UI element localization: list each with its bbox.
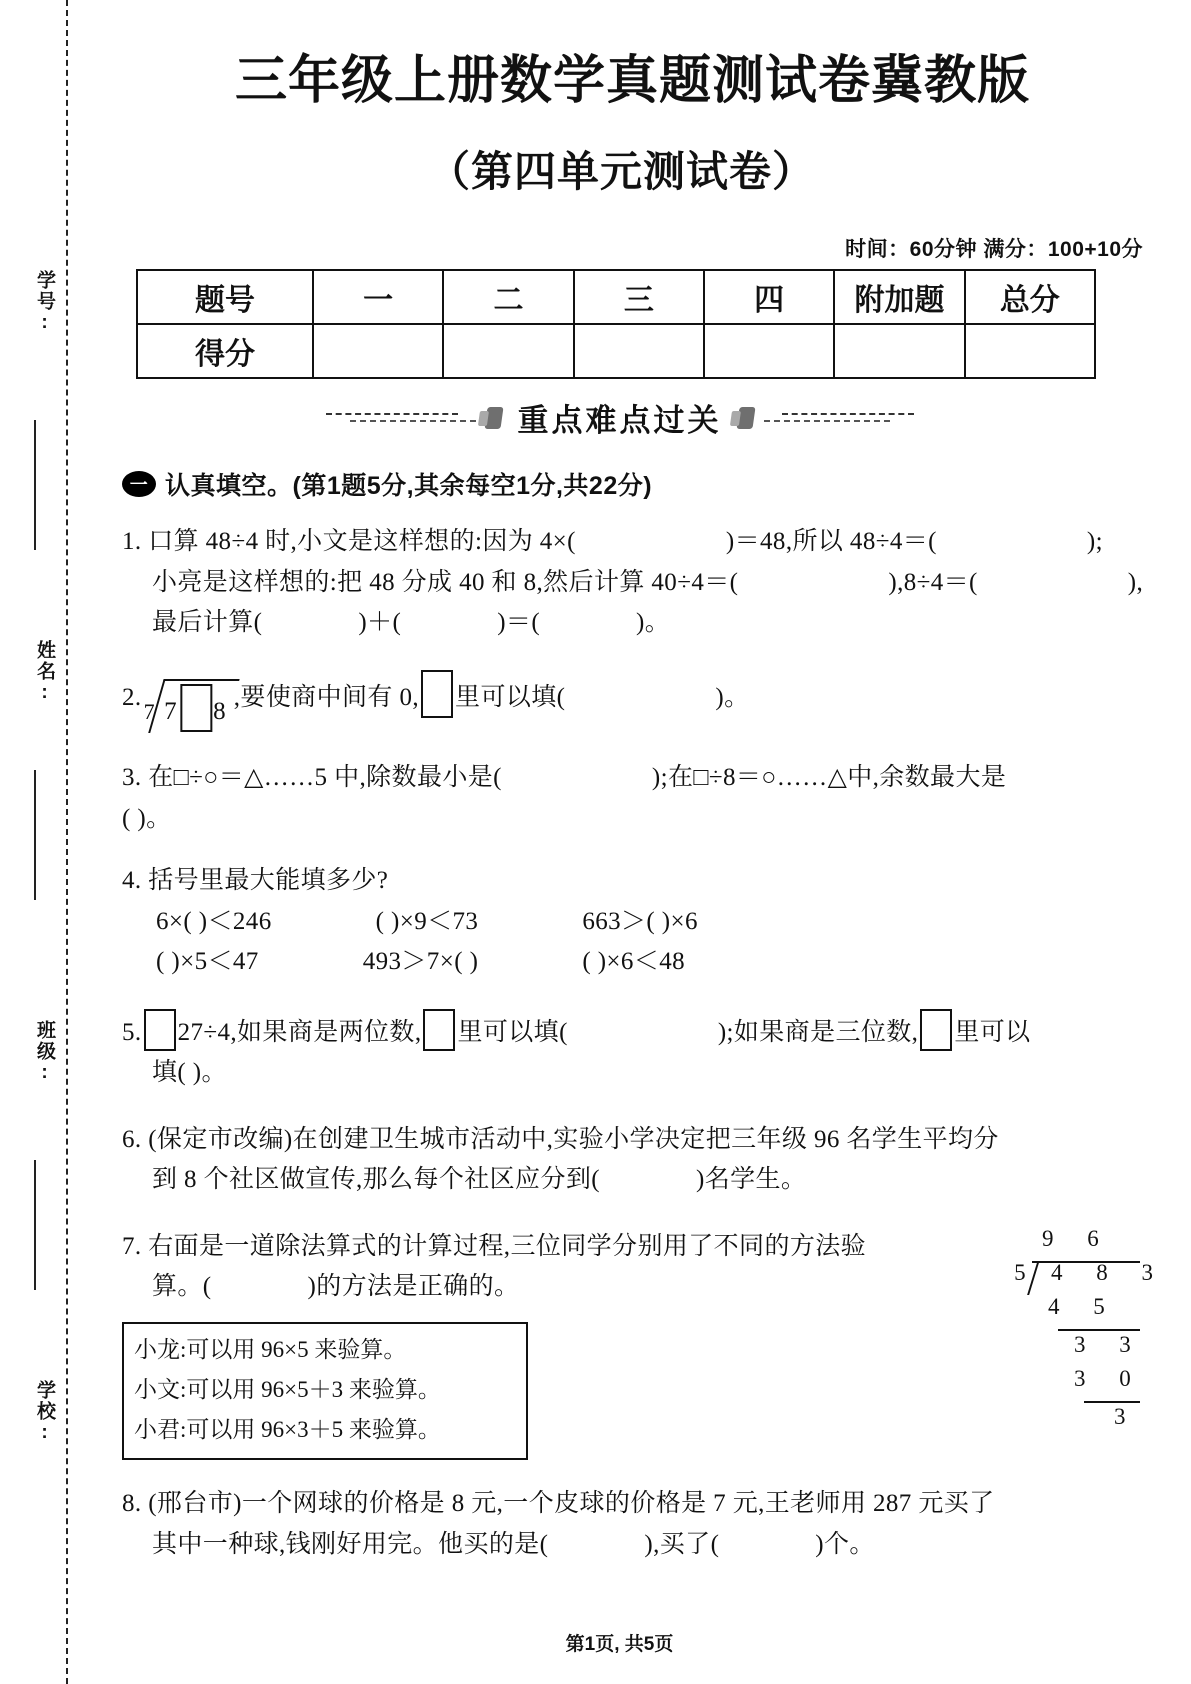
q1-text-a: 1. 口算 48÷4 时,小文是这样想的:因为 4×( [122, 528, 576, 555]
score-header-3: 三 [574, 270, 704, 324]
q7-division-line-1 [1058, 1329, 1140, 1331]
question-2 [122, 670, 1191, 733]
question-6-line-1: 6. (保定市改编)在创建卫生城市活动中,实验小学决定把三年级 96 名学生平均分 [122, 1125, 999, 1153]
q3-text-a: 3. 在□÷○＝△……5 中,除数最小是( [122, 764, 502, 791]
q2-divisor: 7 [143, 698, 155, 724]
banner-mark-right-icon [736, 407, 755, 429]
score-cell-1[interactable] [313, 324, 443, 378]
q2-division-bracket [148, 679, 239, 733]
page-title: 三年级上册数学真题测试卷冀教版 [234, 52, 1030, 110]
q5-text-d: 里可以 [954, 1018, 1031, 1046]
banner-mark-left-icon [484, 407, 503, 429]
section-1-badge: 一 [122, 471, 156, 497]
question-3-line-2[interactable]: ( )。 [122, 804, 172, 832]
q7-dividend-row [1000, 1261, 1167, 1295]
q7-method-1[interactable]: 小龙:可以用 96×5 来验算。 [134, 1336, 407, 1362]
q4-expr-6[interactable]: ( )×6＜48 [582, 948, 686, 975]
score-cell-3[interactable] [574, 324, 704, 378]
cut-dashed-line [66, 0, 68, 1684]
q7-quotient: 9 6 [1042, 1225, 1113, 1251]
q2-number: 2. [122, 683, 142, 711]
question-8 [122, 1484, 1191, 1565]
q7-dividend: 4 8 3 [1051, 1259, 1167, 1285]
q7-text-b: )的方法是正确的。 [307, 1273, 520, 1300]
q4-expr-3[interactable]: 663＞( )×6 [582, 907, 698, 935]
question-5 [122, 1009, 1191, 1094]
q7-step-1: 4 5 [1048, 1293, 1119, 1319]
q6-text-b: )名学生。 [695, 1166, 807, 1193]
q5-number: 5. [122, 1018, 142, 1046]
question-1-line-2 [122, 563, 1191, 604]
q7-quotient-row [1000, 1227, 1167, 1261]
q5-box-2[interactable] [423, 1009, 455, 1051]
question-2-line-1 [122, 670, 1191, 733]
q4-expr-5[interactable]: 493＞7×( ) [362, 948, 479, 975]
score-header-2: 二 [443, 270, 573, 324]
q5-text-b: 里可以填( [457, 1018, 568, 1046]
q2-text-a: ,要使商中间有 0, [233, 683, 420, 711]
score-header-total: 总分 [965, 270, 1095, 324]
q1-text-g: 最后计算( [152, 609, 263, 636]
margin-rule-3 [34, 1160, 36, 1290]
q4-expr-1[interactable]: 6×( )＜246 [156, 907, 272, 935]
section-1-heading [122, 466, 1191, 502]
q2-text-c: )。 [715, 683, 750, 711]
score-header-4: 四 [704, 270, 834, 324]
score-cell-bonus[interactable] [834, 324, 964, 378]
banner-dash-right-icon [764, 412, 914, 424]
score-header-1: 一 [313, 270, 443, 324]
q5-box-1[interactable] [144, 1009, 176, 1051]
table-row [137, 324, 1095, 378]
q7-step-3: 3 0 [1074, 1365, 1145, 1391]
q1-text-b: )＝48,所以 48÷4＝( [725, 528, 937, 555]
score-header-bonus: 附加题 [834, 270, 964, 324]
q7-method-2[interactable]: 小文:可以用 96×5＋3 来验算。 [134, 1376, 441, 1402]
question-8-line-2 [122, 1525, 1191, 1566]
q2-text-b: 里可以填( [455, 683, 566, 711]
question-5-line-1 [122, 1009, 1191, 1054]
q7-long-division [1000, 1227, 1167, 1439]
question-1-line-3 [122, 603, 1191, 644]
q7-remainder: 3 [1114, 1403, 1140, 1429]
score-cell-total[interactable] [965, 324, 1095, 378]
q7-divisor: 5 [1014, 1259, 1026, 1285]
q7-step-2: 3 3 [1074, 1331, 1145, 1357]
q3-text-b: );在□÷8＝○……△中,余数最大是 [651, 764, 1007, 791]
question-5-line-2[interactable]: 填( )。 [152, 1059, 227, 1086]
margin-rule-1 [34, 420, 36, 550]
question-1 [122, 522, 1191, 644]
question-4-row-2 [122, 942, 1191, 983]
q8-text-c: )个。 [815, 1530, 875, 1558]
q2-dividend-left: 7 [164, 697, 178, 725]
score-cell-4[interactable] [704, 324, 834, 378]
score-row-label: 得分 [137, 324, 313, 378]
q6-text-a: 到 8 个社区做宣传,那么每个社区应分到( [152, 1166, 600, 1193]
score-table [136, 269, 1096, 379]
question-3-line-1 [122, 758, 1191, 799]
section-1-title: 认真填空。(第1题5分,其余每空1分,共22分) [165, 472, 653, 500]
left-margin [0, 0, 92, 1684]
margin-label-student-id: 学号: [34, 270, 55, 335]
q5-box-3[interactable] [920, 1009, 952, 1051]
margin-rule-2 [34, 770, 36, 900]
q7-step2-row [1000, 1333, 1167, 1367]
q5-text-c: );如果商是三位数, [717, 1018, 919, 1046]
question-6-line-2 [122, 1160, 1191, 1201]
table-row [137, 270, 1095, 324]
banner-dash-left-icon [326, 412, 476, 424]
q1-text-j: )。 [636, 609, 671, 636]
q2-dividend-right: 8 [213, 697, 226, 725]
question-6 [122, 1120, 1191, 1201]
q7-remainder-row [1000, 1405, 1167, 1439]
q7-division-line-2 [1084, 1401, 1140, 1403]
section-banner [92, 395, 1191, 440]
question-4-prompt: 4. 括号里最大能填多少? [122, 867, 389, 894]
page-subtitle: （第四单元测试卷） [427, 148, 815, 195]
q7-step3-row [1000, 1367, 1167, 1401]
question-1-line-1 [122, 522, 1191, 563]
q1-text-f: ), [1127, 568, 1144, 596]
score-header-label: 题号 [137, 270, 313, 324]
q7-method-box [122, 1322, 528, 1461]
q8-text-a: 其中一种球,钱刚好用完。他买的是( [152, 1530, 549, 1558]
margin-label-class: 班级: [34, 1020, 55, 1085]
page-footer: 第1页, 共5页 [565, 1634, 674, 1655]
q4-expr-4[interactable]: ( )×5＜47 [156, 948, 259, 975]
question-4-row-1 [122, 902, 1191, 943]
banner-title: 重点难点过关 [517, 403, 722, 438]
q1-text-d: 小亮是这样想的:把 48 分成 40 和 8,然后计算 40÷4＝( [152, 568, 739, 596]
q1-text-i: )＝( [497, 609, 541, 636]
score-cell-2[interactable] [443, 324, 573, 378]
q1-text-e: ),8÷4＝( [888, 568, 978, 596]
question-8-line-1: 8. (邢台市)一个网球的价格是 8 元,一个皮球的价格是 7 元,王老师用 287 元买了 [122, 1490, 995, 1518]
page-body [92, 0, 1191, 1684]
question-4 [122, 861, 1191, 983]
q5-text-a: 27÷4,如果商是两位数, [177, 1018, 422, 1046]
margin-label-name: 姓名: [34, 640, 55, 705]
q2-digit-box[interactable] [180, 684, 212, 732]
question-7-line-1: 7. 右面是一道除法算式的计算过程,三位同学分别用了不同的方法验 [122, 1232, 867, 1260]
q7-text-a: 算。( [152, 1273, 212, 1300]
q8-text-b: ),买了( [644, 1530, 720, 1558]
q2-long-division [144, 679, 232, 733]
q7-step1-row [1000, 1295, 1167, 1329]
q1-text-c: ); [1086, 528, 1103, 555]
q1-text-h: )＋( [358, 609, 402, 636]
question-3 [122, 758, 1191, 839]
q7-division-hook-icon [1029, 1261, 1045, 1295]
q7-method-3[interactable]: 小君:可以用 96×3＋5 来验算。 [134, 1417, 441, 1442]
q4-expr-2[interactable]: ( )×9＜73 [375, 907, 479, 935]
exam-meta: 时间：60分钟 满分：100+10分 [845, 238, 1143, 261]
margin-label-school: 学校: [34, 1380, 55, 1445]
q2-fill-box[interactable] [421, 670, 453, 718]
